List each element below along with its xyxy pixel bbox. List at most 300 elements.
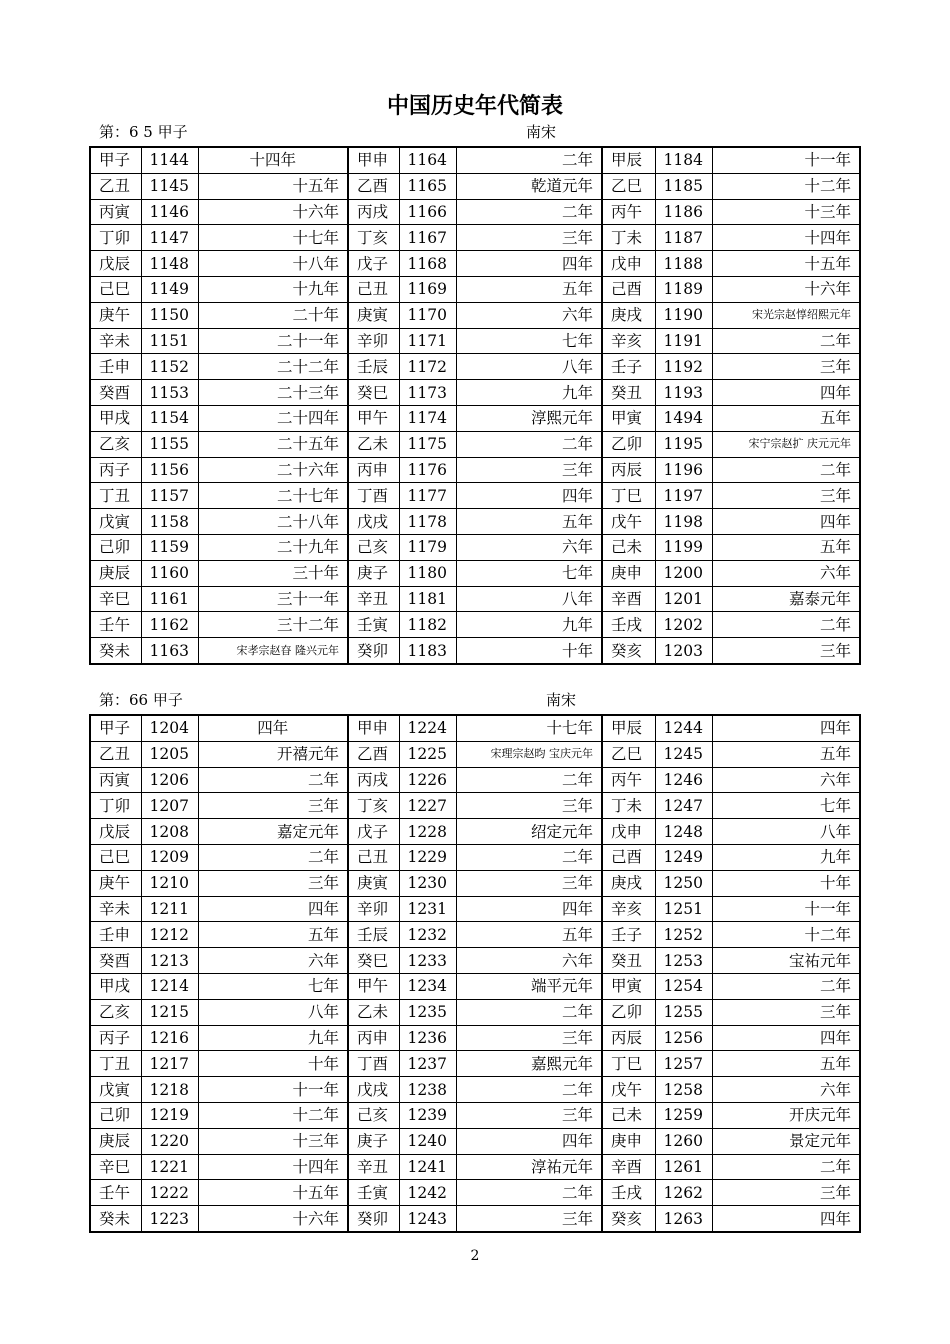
- reign-year-cell: 嘉定元年: [198, 819, 348, 845]
- reign-year-cell: 二十一年: [198, 328, 348, 354]
- reign-year-cell: 十一年: [198, 1077, 348, 1103]
- reign-year-cell: 七年: [712, 793, 860, 819]
- year-cell: 1145: [141, 173, 198, 199]
- reign-year-cell: 十年: [456, 638, 602, 664]
- reign-year-cell: 十八年: [198, 251, 348, 277]
- reign-year-cell: 三年: [198, 870, 348, 896]
- table-row: [90, 457, 860, 483]
- year-cell: 1161: [141, 586, 198, 612]
- year-cell: 1246: [655, 767, 712, 793]
- year-cell: 1230: [399, 870, 456, 896]
- reign-year-cell: 三年: [198, 793, 348, 819]
- ganzhi-cell: 丙辰: [602, 457, 655, 483]
- ganzhi-cell: 壬午: [90, 1180, 141, 1206]
- table-row: [90, 199, 860, 225]
- ganzhi-cell: 戊辰: [90, 251, 141, 277]
- year-cell: 1208: [141, 819, 198, 845]
- year-cell: 1190: [655, 302, 712, 328]
- reign-year-cell: 宋光宗赵惇绍熙元年: [712, 302, 860, 328]
- year-cell: 1244: [655, 715, 712, 741]
- year-cell: 1176: [399, 457, 456, 483]
- reign-year-cell: 二十六年: [198, 457, 348, 483]
- reign-year-cell: 四年: [198, 896, 348, 922]
- reign-year-cell: 淳祐元年: [456, 1154, 602, 1180]
- reign-year-cell: 三年: [456, 870, 602, 896]
- reign-year-cell: 二年: [712, 612, 860, 638]
- year-cell: 1185: [655, 173, 712, 199]
- year-cell: 1200: [655, 560, 712, 586]
- table-row: [90, 173, 860, 199]
- ganzhi-cell: 乙丑: [90, 173, 141, 199]
- reign-year-cell: 开庆元年: [712, 1102, 860, 1128]
- ganzhi-cell: 辛酉: [602, 1154, 655, 1180]
- year-cell: 1242: [399, 1180, 456, 1206]
- reign-year-cell: 十四年: [198, 147, 348, 173]
- ganzhi-cell: 戊寅: [90, 509, 141, 535]
- year-cell: 1237: [399, 1051, 456, 1077]
- reign-year-cell: 三年: [712, 354, 860, 380]
- reign-year-cell: 二年: [456, 431, 602, 457]
- year-cell: 1217: [141, 1051, 198, 1077]
- reign-year-cell: 三年: [712, 1180, 860, 1206]
- ganzhi-cell: 庚午: [90, 302, 141, 328]
- reign-year-cell: 四年: [456, 483, 602, 509]
- year-cell: 1261: [655, 1154, 712, 1180]
- reign-year-cell: 五年: [712, 1051, 860, 1077]
- table-row: [90, 380, 860, 406]
- reign-year-cell: 十二年: [712, 173, 860, 199]
- ganzhi-cell: 辛酉: [602, 586, 655, 612]
- ganzhi-cell: 癸巳: [348, 380, 399, 406]
- reign-year-cell: 九年: [456, 612, 602, 638]
- reign-year-cell: 五年: [198, 922, 348, 948]
- ganzhi-cell: 丁丑: [90, 1051, 141, 1077]
- ganzhi-cell: 丙寅: [90, 767, 141, 793]
- ganzhi-cell: 己巳: [90, 276, 141, 302]
- ganzhi-cell: 己卯: [90, 1102, 141, 1128]
- ganzhi-cell: 己亥: [348, 1102, 399, 1128]
- reign-year-cell: 十七年: [456, 715, 602, 741]
- reign-year-cell: 二年: [456, 999, 602, 1025]
- reign-year-cell: 十年: [712, 870, 860, 896]
- year-cell: 1235: [399, 999, 456, 1025]
- year-cell: 1220: [141, 1128, 198, 1154]
- reign-year-cell: 三年: [456, 1102, 602, 1128]
- ganzhi-cell: 癸未: [90, 638, 141, 664]
- year-cell: 1165: [399, 173, 456, 199]
- reign-year-cell: 五年: [456, 509, 602, 535]
- ganzhi-cell: 辛卯: [348, 896, 399, 922]
- year-cell: 1213: [141, 948, 198, 974]
- ganzhi-cell: 丙戌: [348, 199, 399, 225]
- year-cell: 1153: [141, 380, 198, 406]
- table-row: [90, 819, 860, 845]
- reign-year-cell: 二年: [712, 1154, 860, 1180]
- year-cell: 1144: [141, 147, 198, 173]
- ganzhi-cell: 庚午: [90, 870, 141, 896]
- reign-year-cell: 绍定元年: [456, 819, 602, 845]
- ganzhi-cell: 乙酉: [348, 173, 399, 199]
- year-cell: 1232: [399, 922, 456, 948]
- reign-year-cell: 二十七年: [198, 483, 348, 509]
- reign-year-cell: 三十年: [198, 560, 348, 586]
- year-cell: 1181: [399, 586, 456, 612]
- ganzhi-cell: 壬子: [602, 922, 655, 948]
- reign-year-cell: 六年: [712, 1077, 860, 1103]
- ganzhi-cell: 壬戌: [602, 1180, 655, 1206]
- year-cell: 1225: [399, 741, 456, 767]
- reign-year-cell: 十五年: [198, 1180, 348, 1206]
- reign-year-cell: 五年: [712, 405, 860, 431]
- ganzhi-cell: 辛卯: [348, 328, 399, 354]
- table-row: [90, 896, 860, 922]
- ganzhi-cell: 甲子: [90, 715, 141, 741]
- year-cell: 1205: [141, 741, 198, 767]
- year-cell: 1167: [399, 225, 456, 251]
- year-cell: 1262: [655, 1180, 712, 1206]
- year-cell: 1227: [399, 793, 456, 819]
- ganzhi-cell: 戊申: [602, 251, 655, 277]
- year-cell: 1252: [655, 922, 712, 948]
- table-row: [90, 1154, 860, 1180]
- ganzhi-cell: 乙未: [348, 999, 399, 1025]
- year-cell: 1236: [399, 1025, 456, 1051]
- year-cell: 1162: [141, 612, 198, 638]
- reign-year-cell: 二十四年: [198, 405, 348, 431]
- year-cell: 1172: [399, 354, 456, 380]
- ganzhi-cell: 乙未: [348, 431, 399, 457]
- year-cell: 1229: [399, 844, 456, 870]
- year-cell: 1211: [141, 896, 198, 922]
- year-cell: 1203: [655, 638, 712, 664]
- reign-year-cell: 二年: [456, 199, 602, 225]
- reign-year-cell: 七年: [198, 973, 348, 999]
- ganzhi-cell: 壬子: [602, 354, 655, 380]
- ganzhi-cell: 癸亥: [602, 1206, 655, 1232]
- reign-year-cell: 十六年: [712, 276, 860, 302]
- table-row: [90, 948, 860, 974]
- reign-year-cell: 宋孝宗赵昚 隆兴元年: [198, 638, 348, 664]
- table-row: [90, 509, 860, 535]
- reign-year-cell: 二年: [712, 973, 860, 999]
- ganzhi-cell: 壬寅: [348, 612, 399, 638]
- reign-year-cell: 三年: [712, 638, 860, 664]
- year-cell: 1168: [399, 251, 456, 277]
- ganzhi-cell: 戊申: [602, 819, 655, 845]
- ganzhi-cell: 丁卯: [90, 793, 141, 819]
- table-row: [90, 302, 860, 328]
- reign-year-cell: 十二年: [198, 1102, 348, 1128]
- table-row: [90, 560, 860, 586]
- reign-year-cell: 十九年: [198, 276, 348, 302]
- year-cell: 1196: [655, 457, 712, 483]
- reign-year-cell: 端平元年: [456, 973, 602, 999]
- ganzhi-cell: 辛丑: [348, 1154, 399, 1180]
- reign-year-cell: 四年: [712, 509, 860, 535]
- table-row: [90, 1077, 860, 1103]
- table-row: [90, 1206, 860, 1232]
- year-cell: 1256: [655, 1025, 712, 1051]
- reign-year-cell: 二十三年: [198, 380, 348, 406]
- year-cell: 1154: [141, 405, 198, 431]
- ganzhi-cell: 庚戌: [602, 302, 655, 328]
- cycle-label: 第：6 5 甲子: [99, 123, 188, 141]
- year-cell: 1192: [655, 354, 712, 380]
- year-cell: 1183: [399, 638, 456, 664]
- year-cell: 1158: [141, 509, 198, 535]
- ganzhi-cell: 壬申: [90, 922, 141, 948]
- reign-year-cell: 五年: [456, 922, 602, 948]
- year-cell: 1250: [655, 870, 712, 896]
- reign-year-cell: 八年: [456, 354, 602, 380]
- ganzhi-cell: 甲戌: [90, 973, 141, 999]
- year-cell: 1148: [141, 251, 198, 277]
- year-cell: 1224: [399, 715, 456, 741]
- reign-year-cell: 十二年: [712, 922, 860, 948]
- year-cell: 1247: [655, 793, 712, 819]
- ganzhi-cell: 癸卯: [348, 638, 399, 664]
- ganzhi-cell: 丁亥: [348, 225, 399, 251]
- reign-year-cell: 二十八年: [198, 509, 348, 535]
- ganzhi-cell: 戊辰: [90, 819, 141, 845]
- ganzhi-cell: 乙巳: [602, 173, 655, 199]
- reign-year-cell: 二年: [712, 457, 860, 483]
- table-row: [90, 1128, 860, 1154]
- table-row: [90, 534, 860, 560]
- ganzhi-cell: 辛巳: [90, 1154, 141, 1180]
- ganzhi-cell: 乙亥: [90, 431, 141, 457]
- ganzhi-cell: 庚戌: [602, 870, 655, 896]
- table-row: [90, 844, 860, 870]
- reign-year-cell: 淳熙元年: [456, 405, 602, 431]
- reign-year-cell: 三十二年: [198, 612, 348, 638]
- table-row: [90, 251, 860, 277]
- year-cell: 1195: [655, 431, 712, 457]
- year-cell: 1173: [399, 380, 456, 406]
- ganzhi-cell: 癸丑: [602, 948, 655, 974]
- year-cell: 1177: [399, 483, 456, 509]
- reign-year-cell: 六年: [456, 948, 602, 974]
- table-row: [90, 483, 860, 509]
- year-cell: 1174: [399, 405, 456, 431]
- ganzhi-cell: 庚辰: [90, 560, 141, 586]
- ganzhi-cell: 甲申: [348, 715, 399, 741]
- table-row: [90, 1025, 860, 1051]
- ganzhi-cell: 丁未: [602, 225, 655, 251]
- year-cell: 1170: [399, 302, 456, 328]
- year-cell: 1147: [141, 225, 198, 251]
- reign-year-cell: 十年: [198, 1051, 348, 1077]
- year-cell: 1255: [655, 999, 712, 1025]
- ganzhi-cell: 己酉: [602, 276, 655, 302]
- ganzhi-cell: 癸巳: [348, 948, 399, 974]
- reign-year-cell: 三年: [456, 225, 602, 251]
- year-cell: 1146: [141, 199, 198, 225]
- ganzhi-cell: 癸未: [90, 1206, 141, 1232]
- reign-year-cell: 十七年: [198, 225, 348, 251]
- year-cell: 1238: [399, 1077, 456, 1103]
- reign-year-cell: 十六年: [198, 1206, 348, 1232]
- reign-year-cell: 七年: [456, 560, 602, 586]
- ganzhi-cell: 戊寅: [90, 1077, 141, 1103]
- ganzhi-cell: 戊戌: [348, 509, 399, 535]
- reign-year-cell: 九年: [712, 844, 860, 870]
- reign-year-cell: 四年: [456, 251, 602, 277]
- ganzhi-cell: 丙午: [602, 199, 655, 225]
- table-row: [90, 638, 860, 664]
- ganzhi-cell: 庚寅: [348, 302, 399, 328]
- reign-year-cell: 二十九年: [198, 534, 348, 560]
- ganzhi-cell: 戊子: [348, 251, 399, 277]
- ganzhi-cell: 壬寅: [348, 1180, 399, 1206]
- year-cell: 1166: [399, 199, 456, 225]
- reign-year-cell: 宋理宗赵昀 宝庆元年: [456, 741, 602, 767]
- year-cell: 1253: [655, 948, 712, 974]
- ganzhi-cell: 甲辰: [602, 147, 655, 173]
- ganzhi-cell: 壬辰: [348, 354, 399, 380]
- table-row: [90, 405, 860, 431]
- reign-year-cell: 三年: [456, 457, 602, 483]
- year-cell: 1214: [141, 973, 198, 999]
- ganzhi-cell: 癸酉: [90, 380, 141, 406]
- reign-year-cell: 五年: [712, 741, 860, 767]
- ganzhi-cell: 庚申: [602, 560, 655, 586]
- year-cell: 1178: [399, 509, 456, 535]
- ganzhi-cell: 甲子: [90, 147, 141, 173]
- year-cell: 1163: [141, 638, 198, 664]
- year-cell: 1150: [141, 302, 198, 328]
- year-cell: 1260: [655, 1128, 712, 1154]
- year-cell: 1169: [399, 276, 456, 302]
- ganzhi-cell: 丙戌: [348, 767, 399, 793]
- ganzhi-cell: 己未: [602, 534, 655, 560]
- year-cell: 1206: [141, 767, 198, 793]
- ganzhi-cell: 丁酉: [348, 1051, 399, 1077]
- year-cell: 1197: [655, 483, 712, 509]
- year-cell: 1180: [399, 560, 456, 586]
- year-cell: 1223: [141, 1206, 198, 1232]
- table-row: [90, 276, 860, 302]
- ganzhi-cell: 丁巳: [602, 1051, 655, 1077]
- table-row: [90, 225, 860, 251]
- reign-year-cell: 六年: [712, 767, 860, 793]
- reign-year-cell: 十三年: [198, 1128, 348, 1154]
- table-row: [90, 612, 860, 638]
- year-cell: 1209: [141, 844, 198, 870]
- year-cell: 1222: [141, 1180, 198, 1206]
- table-row: [90, 328, 860, 354]
- ganzhi-cell: 己亥: [348, 534, 399, 560]
- reign-year-cell: 十五年: [712, 251, 860, 277]
- chronology-table: [89, 146, 861, 665]
- ganzhi-cell: 壬戌: [602, 612, 655, 638]
- year-cell: 1254: [655, 973, 712, 999]
- year-cell: 1221: [141, 1154, 198, 1180]
- year-cell: 1199: [655, 534, 712, 560]
- ganzhi-cell: 乙亥: [90, 999, 141, 1025]
- ganzhi-cell: 甲申: [348, 147, 399, 173]
- ganzhi-cell: 辛亥: [602, 896, 655, 922]
- year-cell: 1241: [399, 1154, 456, 1180]
- ganzhi-cell: 丁亥: [348, 793, 399, 819]
- ganzhi-cell: 乙丑: [90, 741, 141, 767]
- ganzhi-cell: 丙子: [90, 1025, 141, 1051]
- reign-year-cell: 十三年: [712, 199, 860, 225]
- reign-year-cell: 八年: [198, 999, 348, 1025]
- reign-year-cell: 二年: [456, 767, 602, 793]
- year-cell: 1233: [399, 948, 456, 974]
- year-cell: 1226: [399, 767, 456, 793]
- ganzhi-cell: 辛未: [90, 896, 141, 922]
- ganzhi-cell: 辛未: [90, 328, 141, 354]
- year-cell: 1204: [141, 715, 198, 741]
- ganzhi-cell: 丙申: [348, 457, 399, 483]
- table-row: [90, 870, 860, 896]
- ganzhi-cell: 己丑: [348, 844, 399, 870]
- reign-year-cell: 二年: [198, 844, 348, 870]
- ganzhi-cell: 戊戌: [348, 1077, 399, 1103]
- reign-year-cell: 十六年: [198, 199, 348, 225]
- reign-year-cell: 十四年: [712, 225, 860, 251]
- year-cell: 1182: [399, 612, 456, 638]
- ganzhi-cell: 甲戌: [90, 405, 141, 431]
- year-cell: 1188: [655, 251, 712, 277]
- year-cell: 1216: [141, 1025, 198, 1051]
- ganzhi-cell: 庚辰: [90, 1128, 141, 1154]
- year-cell: 1179: [399, 534, 456, 560]
- year-cell: 1228: [399, 819, 456, 845]
- reign-year-cell: 十五年: [198, 173, 348, 199]
- year-cell: 1251: [655, 896, 712, 922]
- ganzhi-cell: 丙申: [348, 1025, 399, 1051]
- reign-year-cell: 四年: [456, 896, 602, 922]
- ganzhi-cell: 丁丑: [90, 483, 141, 509]
- year-cell: 1171: [399, 328, 456, 354]
- reign-year-cell: 十四年: [198, 1154, 348, 1180]
- ganzhi-cell: 壬申: [90, 354, 141, 380]
- year-cell: 1231: [399, 896, 456, 922]
- reign-year-cell: 二十五年: [198, 431, 348, 457]
- year-cell: 1151: [141, 328, 198, 354]
- reign-year-cell: 四年: [712, 1025, 860, 1051]
- ganzhi-cell: 戊子: [348, 819, 399, 845]
- reign-year-cell: 嘉泰元年: [712, 586, 860, 612]
- reign-year-cell: 开禧元年: [198, 741, 348, 767]
- reign-year-cell: 二年: [456, 1180, 602, 1206]
- reign-year-cell: 乾道元年: [456, 173, 602, 199]
- reign-year-cell: 三十一年: [198, 586, 348, 612]
- chronology-table: [89, 714, 861, 1233]
- table-row: [90, 431, 860, 457]
- year-cell: 1219: [141, 1102, 198, 1128]
- year-cell: 1207: [141, 793, 198, 819]
- page-title: 中国历史年代简表: [386, 94, 563, 119]
- ganzhi-cell: 癸亥: [602, 638, 655, 664]
- year-cell: 1215: [141, 999, 198, 1025]
- ganzhi-cell: 壬午: [90, 612, 141, 638]
- year-cell: 1155: [141, 431, 198, 457]
- reign-year-cell: 二年: [712, 328, 860, 354]
- ganzhi-cell: 甲午: [348, 973, 399, 999]
- year-cell: 1159: [141, 534, 198, 560]
- year-cell: 1202: [655, 612, 712, 638]
- year-cell: 1152: [141, 354, 198, 380]
- reign-year-cell: 宝祐元年: [712, 948, 860, 974]
- reign-year-cell: 五年: [712, 534, 860, 560]
- table-row: [90, 147, 860, 173]
- ganzhi-cell: 癸酉: [90, 948, 141, 974]
- year-cell: 1198: [655, 509, 712, 535]
